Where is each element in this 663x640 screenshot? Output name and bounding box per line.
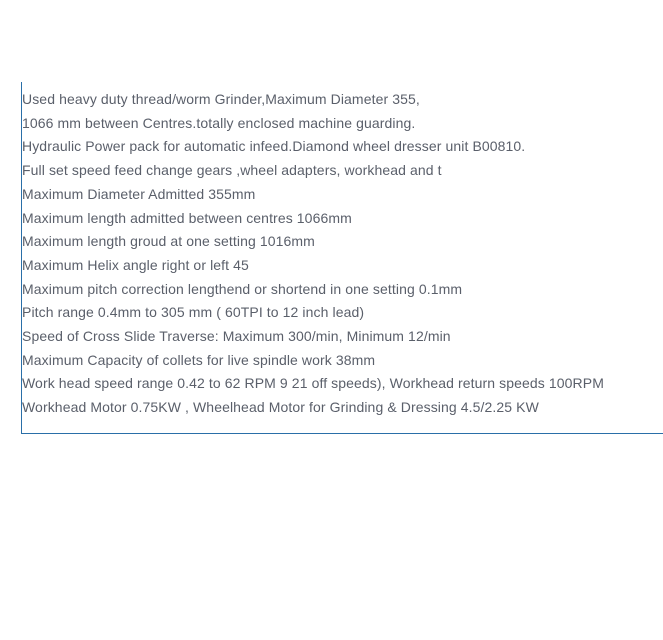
spec-line-gears: Full set speed feed change gears ,wheel adapters, workhead and t <box>22 162 442 179</box>
spec-line-max-length-centres: Maximum length admitted between centres 1066mm <box>22 209 352 226</box>
spec-line-cross-slide-speed: Speed of Cross Slide Traverse: Maximum 300/min, Minimum 12/min <box>22 328 451 345</box>
spec-line-intro-2: 1066 mm between Centres.totally enclosed machine guarding. <box>22 114 416 131</box>
spec-line-intro-1: Used heavy duty thread/worm Grinder,Maximum Diameter 355, <box>22 91 420 107</box>
product-description-panel <box>21 82 663 434</box>
spec-list <box>22 88 604 420</box>
spec-line-helix-angle: Maximum Helix angle right or left 45 <box>22 256 249 273</box>
spec-line-hydraulic: Hydraulic Power pack for automatic infeed.Diamond wheel dresser unit B00810. <box>22 138 526 155</box>
spec-line-max-length-ground: Maximum length groud at one setting 1016mm <box>22 233 315 250</box>
spec-line-collet-capacity: Maximum Capacity of collets for live spindle work 38mm <box>22 351 376 368</box>
spec-line-motors: Workhead Motor 0.75KW , Wheelhead Motor for Grinding & Dressing 4.5/2.25 KW <box>22 399 539 416</box>
spec-line-max-diameter: Maximum Diameter Admitted 355mm <box>22 185 256 202</box>
spec-line-pitch-correction: Maximum pitch correction lengthend or shortend in one setting 0.1mm <box>22 280 463 297</box>
spec-line-pitch-range: Pitch range 0.4mm to 305 mm ( 60TPI to 12 inch lead) <box>22 304 365 321</box>
spec-line-workhead-speed: Work head speed range 0.42 to 62 RPM 9 21 off speeds), Workhead return speeds 100RPM <box>22 375 604 392</box>
